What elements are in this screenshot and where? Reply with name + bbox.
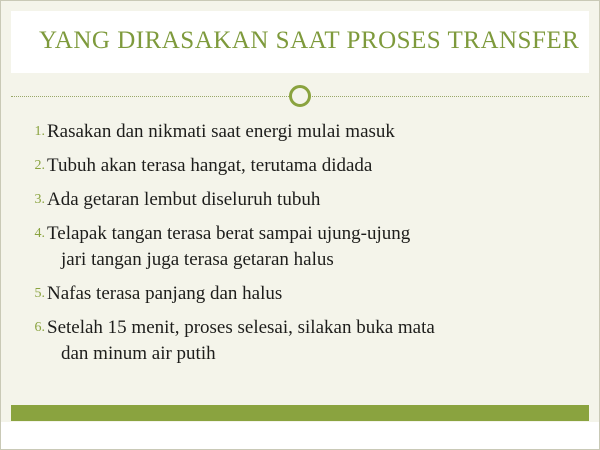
list-item bbox=[27, 315, 581, 367]
list-item-text bbox=[47, 315, 581, 367]
footer-accent-bar bbox=[11, 405, 589, 421]
list-item-number: 3. bbox=[34, 192, 45, 207]
footer-area bbox=[1, 422, 599, 449]
circle-ornament-icon bbox=[289, 85, 311, 107]
list-item-text bbox=[47, 119, 581, 145]
list-item-line2: dan minum air putih bbox=[61, 343, 216, 364]
list-item-line1: Telapak tangan terasa berat sampai ujung-ujung bbox=[47, 223, 411, 244]
list-item-number: 2. bbox=[34, 158, 45, 173]
divider bbox=[11, 85, 589, 109]
list-item-text bbox=[47, 187, 581, 213]
list-item-number: 4. bbox=[34, 226, 45, 241]
list-item-line1: Setelah 15 menit, proses selesai, silakan buka mata bbox=[47, 317, 435, 338]
list-item bbox=[27, 187, 581, 213]
list-item-number: 5. bbox=[34, 286, 45, 301]
list-item-text bbox=[47, 153, 581, 179]
list-item bbox=[27, 119, 581, 145]
list-item-line1: Nafas terasa panjang dan halus bbox=[47, 283, 283, 304]
list-item-number: 6. bbox=[34, 320, 45, 335]
list-item-text bbox=[47, 281, 581, 307]
list-item bbox=[27, 221, 581, 273]
list-item-text bbox=[47, 221, 581, 273]
bullet-list bbox=[27, 119, 581, 375]
list-item-line1: Ada getaran lembut diseluruh tubuh bbox=[47, 189, 321, 210]
page-title: YANG DIRASAKAN SAAT PROSES TRANSFER bbox=[39, 27, 580, 54]
list-item-line1: Rasakan dan nikmati saat energi mulai masuk bbox=[47, 121, 395, 142]
list-item-number: 1. bbox=[34, 124, 45, 139]
list-item-line1: Tubuh akan terasa hangat, terutama didada bbox=[47, 155, 373, 176]
list-item bbox=[27, 281, 581, 307]
list-item-line2: jari tangan juga terasa getaran halus bbox=[61, 249, 334, 270]
title-band bbox=[11, 11, 589, 73]
list-item bbox=[27, 153, 581, 179]
